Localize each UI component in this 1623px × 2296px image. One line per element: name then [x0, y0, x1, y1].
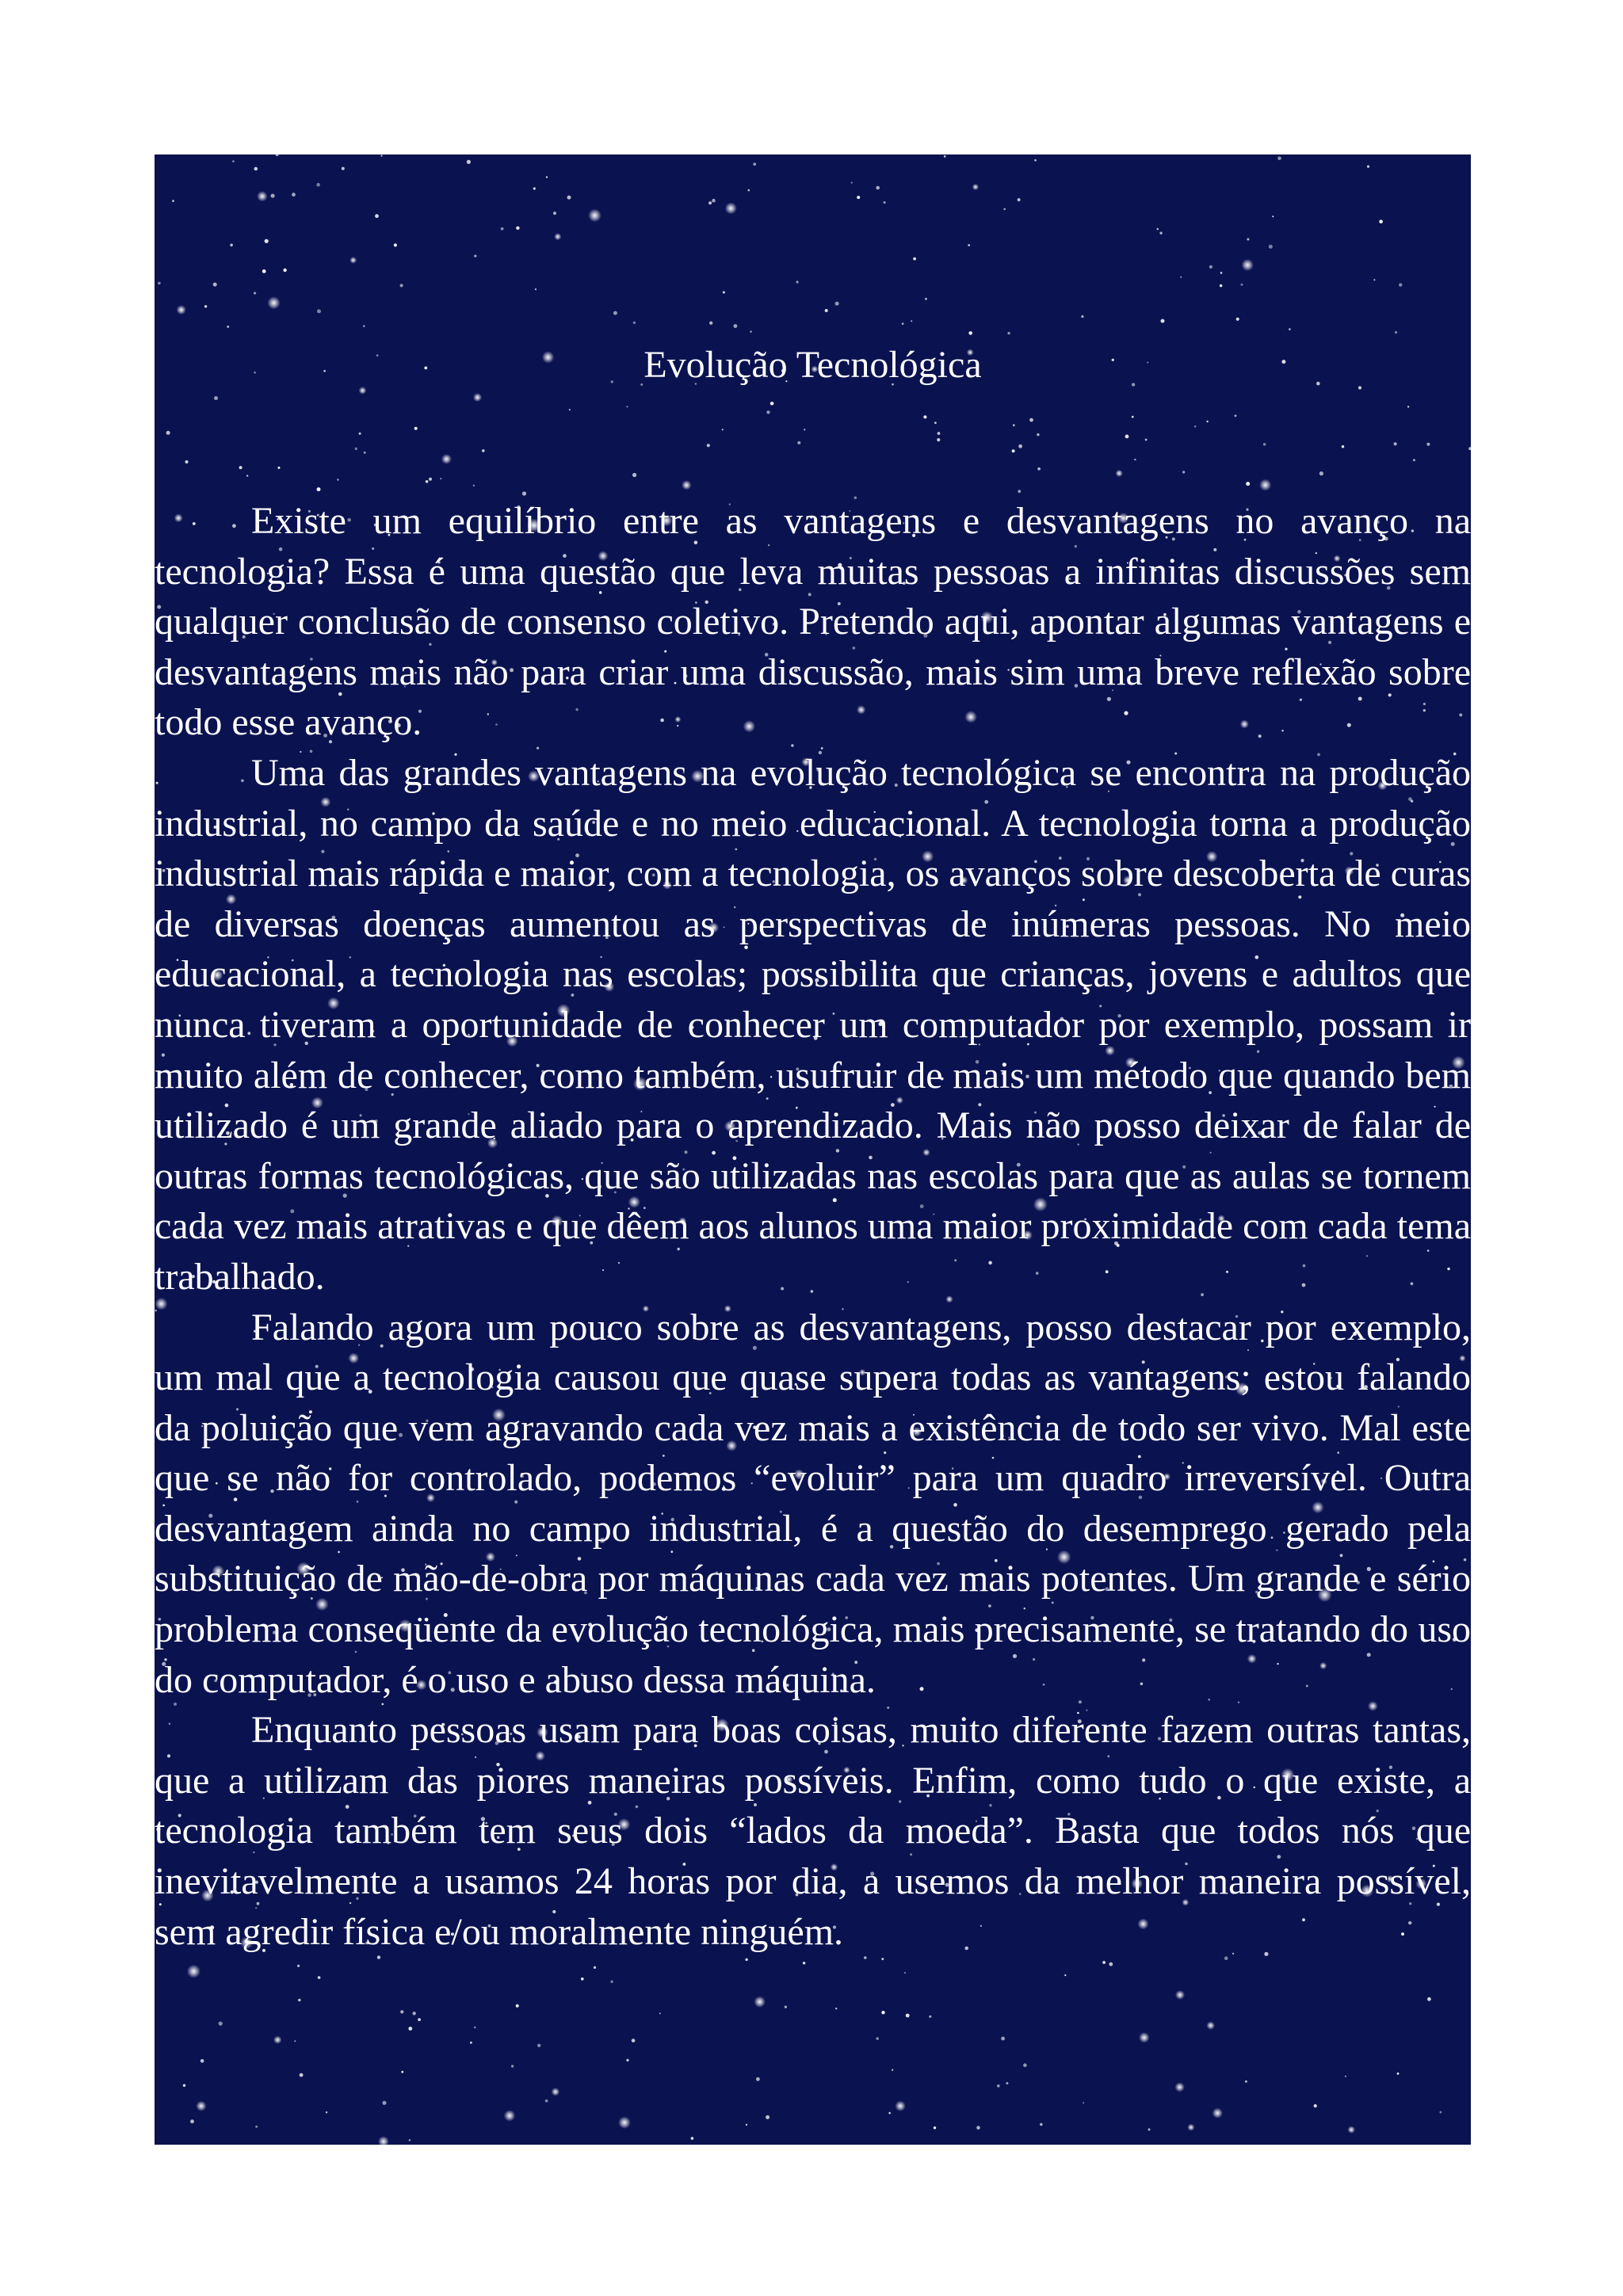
- star: [1220, 284, 1222, 287]
- star: [271, 194, 275, 198]
- star: [1037, 433, 1039, 436]
- star: [1029, 418, 1033, 422]
- star: [756, 2077, 760, 2081]
- paragraph-conclusion: Enquanto pessoas usam para boas coisas, muito diferente fazem outras tantas, que a utilizam das piores maneiras possíveis. Enfim, como tudo o que existe, a tecnologia também tem seus dois “lados da moeda”. Basta que todos nós que inevitavelmente a usamos 24 horas por dia, a usemos da melhor maneira possível, sem agredir física e/ou moralmente ninguém.: [155, 1709, 1471, 1953]
- star: [554, 233, 561, 240]
- star: [1206, 2021, 1215, 2030]
- star: [1139, 2032, 1150, 2043]
- star: [413, 2012, 416, 2015]
- star: [1347, 2126, 1355, 2134]
- star: [888, 2112, 891, 2115]
- star: [482, 449, 485, 452]
- star: [255, 2126, 258, 2128]
- star: [976, 2126, 980, 2130]
- star: [569, 409, 571, 410]
- star: [734, 324, 738, 328]
- star: [1003, 208, 1006, 211]
- star: [183, 2084, 185, 2087]
- star: [265, 239, 269, 243]
- star: [470, 2042, 472, 2044]
- star: [1468, 447, 1471, 450]
- star: [1277, 157, 1281, 161]
- star: [342, 167, 345, 170]
- star: [297, 1965, 300, 1967]
- star: [746, 2124, 747, 2126]
- star: [1007, 332, 1010, 334]
- star: [911, 320, 912, 322]
- star: [408, 2027, 412, 2031]
- star: [1427, 1997, 1431, 2001]
- star: [682, 480, 691, 490]
- star: [214, 396, 218, 400]
- star: [1397, 2073, 1400, 2075]
- star: [511, 2065, 514, 2067]
- star: [1023, 2063, 1027, 2067]
- star: [429, 478, 432, 481]
- star: [172, 200, 174, 202]
- star: [1235, 414, 1237, 417]
- star: [804, 429, 805, 430]
- star: [355, 448, 357, 450]
- star: [1018, 490, 1021, 493]
- star: [785, 2006, 787, 2008]
- star: [1209, 265, 1212, 269]
- star: [1319, 471, 1323, 475]
- star: [1342, 445, 1344, 448]
- star: [318, 1976, 321, 1979]
- star: [1426, 443, 1430, 446]
- star: [1212, 2107, 1223, 2118]
- star: [796, 280, 799, 283]
- star: [659, 2012, 661, 2014]
- star: [257, 191, 267, 201]
- star: [632, 2039, 636, 2042]
- star: [1157, 228, 1159, 231]
- star: [364, 452, 366, 454]
- star: [748, 189, 750, 192]
- star: [567, 196, 571, 200]
- star: [1379, 219, 1383, 223]
- star: [618, 2116, 631, 2129]
- star: [1081, 315, 1083, 318]
- star: [1064, 1974, 1066, 1976]
- star: [196, 2101, 206, 2111]
- star: [1373, 279, 1375, 280]
- star: [1247, 238, 1249, 241]
- star: [278, 467, 281, 469]
- star: [1187, 2124, 1194, 2131]
- star: [409, 2139, 411, 2142]
- star: [746, 1958, 748, 1961]
- star: [1289, 328, 1291, 330]
- star: [1395, 331, 1397, 334]
- star: [363, 325, 365, 327]
- star: [929, 2016, 931, 2018]
- star: [581, 1978, 584, 1981]
- star: [725, 202, 737, 214]
- star: [467, 160, 471, 164]
- star: [1001, 2037, 1005, 2041]
- star: [892, 2069, 893, 2071]
- star: [1018, 198, 1021, 201]
- star: [317, 309, 321, 313]
- star: [349, 257, 357, 264]
- star: [158, 282, 161, 285]
- star: [317, 487, 321, 491]
- star: [881, 1958, 884, 1960]
- star: [707, 444, 710, 447]
- star: [267, 296, 280, 309]
- star: [535, 288, 537, 290]
- star: [723, 292, 725, 294]
- star: [1040, 2123, 1043, 2126]
- star: [1182, 471, 1185, 473]
- star: [227, 326, 229, 328]
- star: [1148, 2128, 1151, 2130]
- star: [394, 243, 397, 246]
- paragraph-disadvantages: Falando agora um pouco sobre as desvantagens, posso destacar por exemplo, um mal que a tecnologia causou que quase supera todas as vantagens; estou falando da poluição que vem agravando cada vez mais a existência de todo ser vivo. Mal este que se não for controlado, podemos “evoluir” para um quadro irreversível. Outra desvantagem ainda no campo industrial, é a questão do desemprego gerado pela substituição de mão-de-obra por máquinas cada vez mais potentes. Um grande e sério problema conseqüente da evolução tecnológica, mais precisamente, se tratando do uso do computador, é o uso e abuso dessa máquina.: [155, 1306, 1471, 1701]
- star: [797, 441, 800, 444]
- star: [627, 406, 628, 407]
- star: [1272, 215, 1274, 217]
- star: [516, 227, 519, 230]
- star: [1242, 259, 1254, 271]
- star: [633, 322, 636, 324]
- star: [1037, 467, 1041, 471]
- star: [825, 309, 828, 312]
- star: [383, 2101, 387, 2105]
- star: [553, 212, 556, 215]
- star: [230, 244, 233, 247]
- star: [294, 2040, 296, 2042]
- star: [273, 2036, 281, 2044]
- star: [766, 410, 769, 414]
- star: [938, 432, 941, 435]
- star: [1194, 425, 1197, 428]
- star: [1246, 482, 1250, 486]
- star: [378, 2136, 389, 2145]
- star: [283, 269, 286, 272]
- star: [1180, 277, 1182, 278]
- star: [709, 322, 712, 325]
- star: [904, 1972, 906, 1974]
- star: [968, 244, 970, 246]
- star: [1220, 272, 1223, 274]
- star: [712, 199, 716, 203]
- star: [522, 491, 526, 495]
- star: [968, 331, 972, 335]
- star: [754, 1996, 766, 2008]
- star: [803, 1962, 805, 1964]
- star: [426, 480, 429, 483]
- star: [190, 2119, 194, 2123]
- star: [1407, 406, 1409, 407]
- star: [972, 184, 979, 190]
- star: [292, 193, 296, 196]
- star: [254, 292, 256, 294]
- star: [1145, 439, 1148, 441]
- star: [326, 2111, 327, 2113]
- star: [876, 2037, 879, 2039]
- star: [588, 209, 601, 223]
- star: [1394, 442, 1397, 445]
- star: [881, 2011, 884, 2014]
- star: [552, 2088, 560, 2096]
- star: [1236, 318, 1239, 321]
- star: [1034, 159, 1037, 162]
- star: [770, 402, 774, 406]
- document-body: [155, 496, 1471, 1957]
- star: [537, 2044, 540, 2047]
- star: [401, 2071, 403, 2073]
- paragraph-intro: Existe um equilíbrio entre as vantagens e desvantagens no avanço na tecnologia? Essa é uma questão que leva muitas pessoas a infinitas discussões sem qualquer conclusão de consenso coletivo. Pretendo aqui, apontar algumas vantagens e desvantagens mais não para criar uma discussão, mais sim uma breve reflexão sobre todo esse avanço.: [155, 500, 1471, 744]
- star: [1006, 2082, 1008, 2084]
- star: [937, 438, 940, 441]
- star: [166, 431, 170, 435]
- star: [1259, 479, 1271, 491]
- star: [337, 479, 338, 480]
- star: [1241, 284, 1243, 286]
- star: [611, 1981, 613, 1983]
- star: [418, 2018, 421, 2021]
- star: [1012, 449, 1015, 452]
- star: [400, 284, 403, 287]
- star: [1134, 459, 1136, 460]
- star: [298, 1999, 301, 2002]
- star: [276, 154, 279, 156]
- star: [1314, 2104, 1317, 2107]
- star: [187, 1965, 200, 1978]
- star: [753, 162, 756, 166]
- star: [944, 155, 946, 158]
- star: [1159, 232, 1162, 235]
- paragraph-advantages: Uma das grandes vantagens na evolução tecnológica se encontra na produção industrial, no campo da saúde e no meio educacional. A tecnologia torna a produção industrial mais rápida e maior, com a tecnologia, os avanços sobre descoberta de curas de diversas doenças aumentou as perspectivas de inúmeras pessoas. No meio educacional, a tecnologia nas escolas; possibilita que crianças, jovens e adultos que nunca tiveram a oportunidade de conhecer um computador por exemplo, possam ir muito além de conhecer, como também, usufruir de mais um método que quando bem utilizado é um grande aliado para o aprendizado. Mais não posso deixar de falar de outras formas tecnológicas, que são utilizadas nas escolas para que as aulas se tornem cada vez mais atrativas e que dêem aos alunos uma maior proximidade com cada tema trabalhado.: [155, 751, 1471, 1298]
- star: [545, 2100, 548, 2103]
- star: [504, 2110, 516, 2122]
- star: [1116, 470, 1123, 477]
- star: [546, 176, 548, 177]
- star: [473, 393, 482, 402]
- star: [895, 2100, 906, 2111]
- star: [177, 305, 186, 315]
- star: [1102, 1961, 1106, 1964]
- star: [254, 167, 258, 171]
- star: [1367, 166, 1369, 168]
- star: [1109, 1962, 1113, 1966]
- star: [516, 2004, 519, 2008]
- document-title: Evolução Tecnológica: [643, 344, 982, 386]
- star: [835, 2008, 837, 2009]
- star: [902, 322, 904, 325]
- star: [851, 182, 853, 184]
- star: [1174, 2082, 1184, 2092]
- star: [501, 227, 504, 231]
- star: [232, 160, 235, 162]
- star: [246, 475, 248, 476]
- star: [708, 201, 712, 204]
- star: [1263, 443, 1266, 446]
- star: [857, 196, 860, 199]
- star: [359, 433, 361, 435]
- star: [1345, 2076, 1346, 2077]
- star: [1125, 435, 1129, 439]
- star: [441, 454, 452, 464]
- star: [1269, 245, 1273, 249]
- star: [1413, 459, 1415, 461]
- star: [219, 2022, 223, 2026]
- star: [400, 2010, 403, 2013]
- star: [1399, 283, 1402, 286]
- star: [626, 2059, 628, 2061]
- star: [474, 2027, 475, 2028]
- star: [750, 330, 752, 333]
- star: [722, 429, 724, 430]
- star: [239, 466, 242, 469]
- star: [1245, 2081, 1247, 2083]
- star: [1206, 421, 1208, 422]
- star: [613, 311, 617, 315]
- star: [1018, 444, 1022, 448]
- star: [474, 255, 476, 257]
- star: [473, 485, 475, 486]
- star: [632, 473, 636, 477]
- star: [533, 188, 536, 190]
- star: [440, 478, 441, 479]
- star: [594, 1966, 596, 1969]
- star: [262, 269, 266, 273]
- star: [204, 305, 207, 307]
- star: [876, 186, 880, 190]
- star: [185, 460, 188, 463]
- star: [923, 415, 926, 418]
- star: [925, 298, 927, 300]
- star: [906, 2014, 910, 2018]
- star: [934, 2126, 936, 2129]
- star: [691, 2137, 694, 2140]
- star: [884, 201, 886, 204]
- star: [997, 2084, 1000, 2088]
- star: [1083, 2102, 1084, 2103]
- star: [381, 155, 383, 157]
- star: [213, 283, 217, 287]
- star: [375, 214, 379, 218]
- star: [766, 2115, 769, 2119]
- star: [1161, 319, 1165, 323]
- star: [1440, 2111, 1442, 2114]
- star: [1013, 424, 1015, 426]
- starfield-panel: [155, 154, 1471, 2145]
- star: [300, 2073, 304, 2077]
- star: [835, 302, 839, 306]
- star: [316, 183, 320, 187]
- star: [414, 427, 418, 430]
- star: [913, 257, 916, 261]
- star: [934, 421, 937, 424]
- star: [1132, 416, 1134, 418]
- star: [200, 2059, 204, 2063]
- star: [1175, 1990, 1185, 2000]
